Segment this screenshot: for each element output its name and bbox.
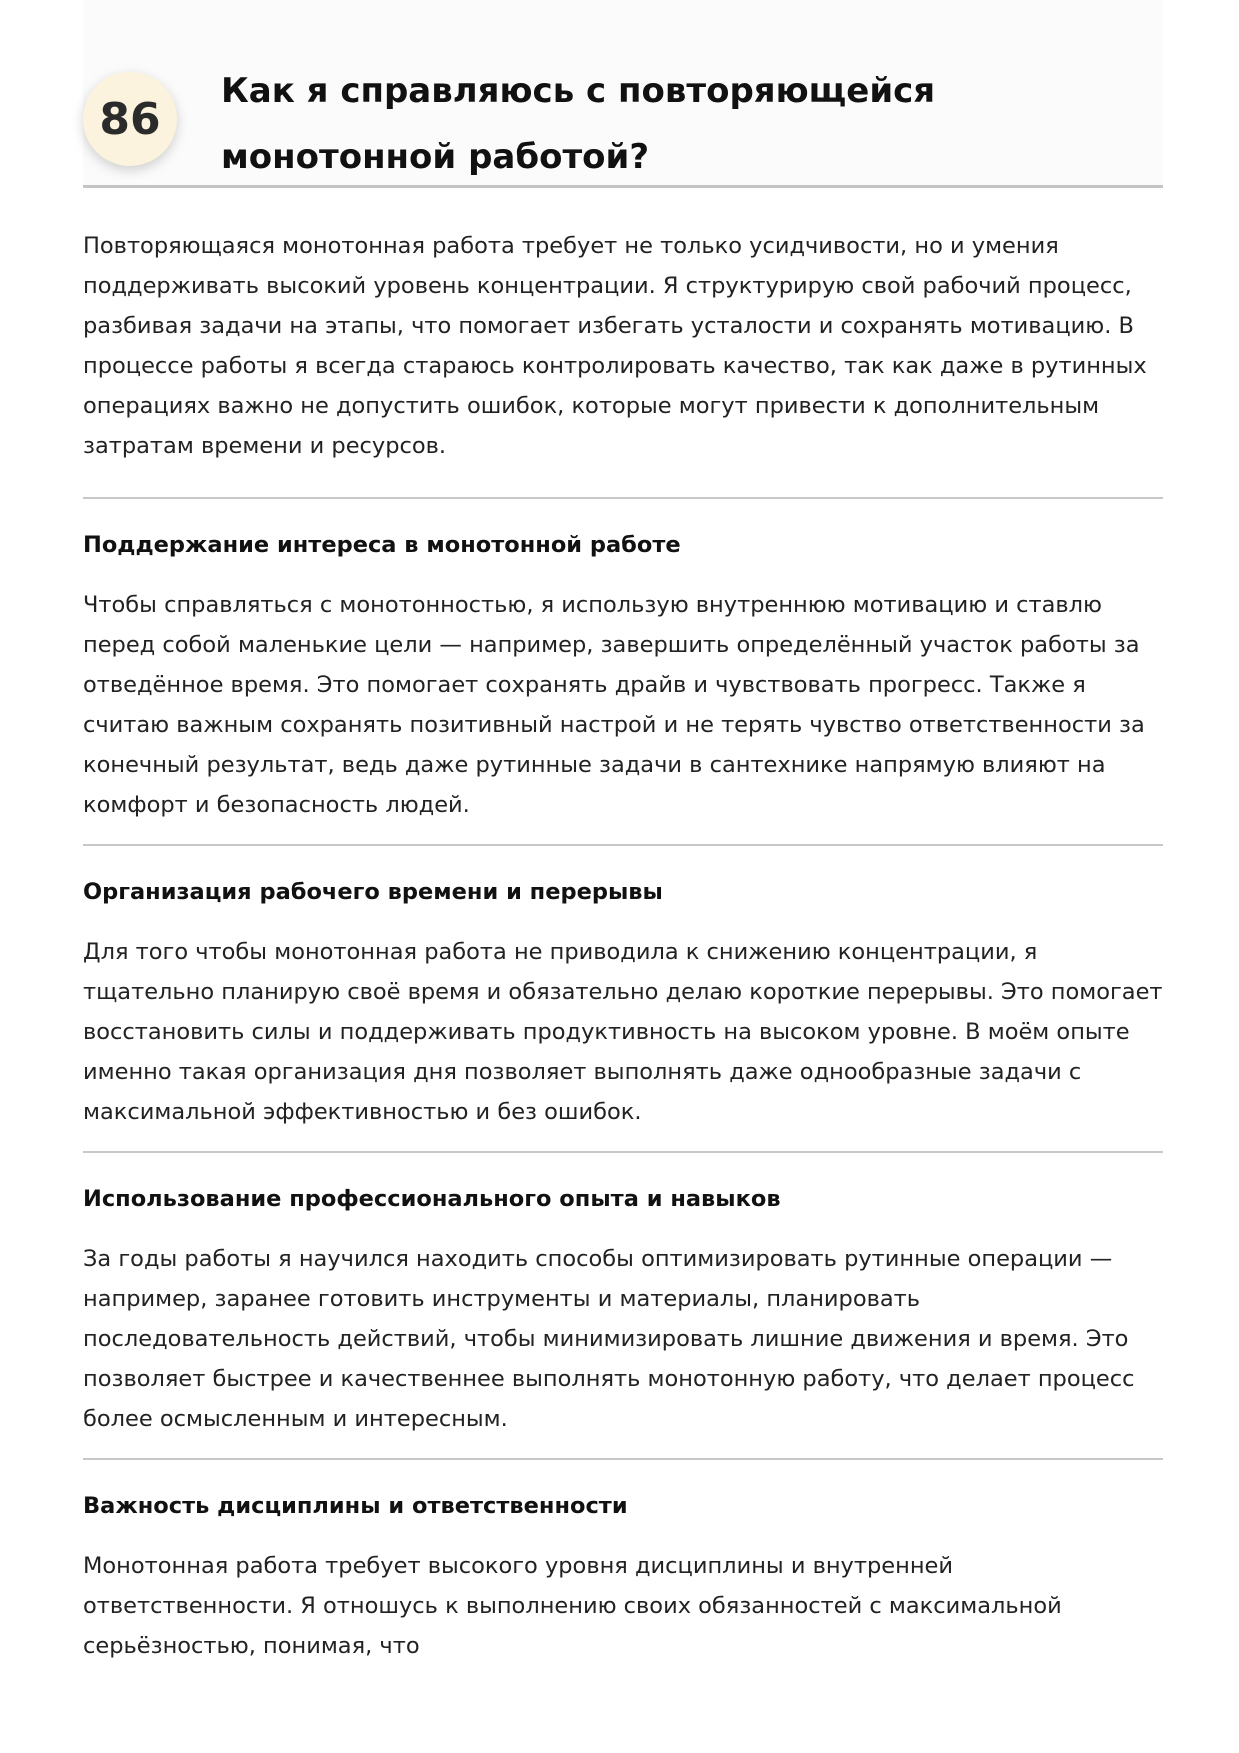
- section-body: Чтобы справляться с монотонностью, я использую внутреннюю мотивацию и ставлю перед собой маленькие цели — например, завершить определённый участок работы за отведённое время. Это помогает сохранять драйв и чувствовать прогресс. Также я считаю важным сохранять позитивный настрой и не терять чувство ответственности за конечный результат, ведь даже рутинные задачи в сантехнике напрямую влияют на комфорт и безопасность людей.: [83, 592, 1145, 818]
- section-experience: [83, 1153, 1163, 1439]
- section-body: Монотонная работа требует высокого уровня дисциплины и внутренней ответственности. Я отношусь к выполнению своих обязанностей с максимальной серьёзностью, понимая, что: [83, 1553, 1062, 1659]
- section-body: Для того чтобы монотонная работа не приводила к снижению концентрации, я тщательно планирую своё время и обязательно делаю короткие перерывы. Это помогает восстановить силы и поддерживать продуктивность на высоком уровне. В моём опыте именно такая организация дня позволяет выполнять даже однообразные задачи с максимальной эффективностью и без ошибок.: [83, 939, 1163, 1125]
- question-title: Как я справляюсь с повторяющейся монотонной работой?: [221, 71, 936, 177]
- section-time-organization: [83, 846, 1163, 1132]
- question-number-badge: 86: [83, 72, 177, 166]
- document-page: [83, 0, 1163, 1666]
- section-heading: Использование профессионального опыта и навыков: [83, 1186, 781, 1212]
- section-heading: Организация рабочего времени и перерывы: [83, 879, 663, 905]
- question-header: [83, 0, 1163, 188]
- section-heading: Поддержание интереса в монотонной работе: [83, 532, 681, 558]
- section-body: За годы работы я научился находить способы оптимизировать рутинные операции — например, заранее готовить инструменты и материалы, планировать последовательность действий, чтобы минимизировать лишние движения и время. Это позволяет быстрее и качественнее выполнять монотонную работу, что делает процесс более осмысленным и интересным.: [83, 1246, 1135, 1432]
- section-interest: [83, 499, 1163, 825]
- intro-paragraph: Повторяющаяся монотонная работа требует не только усидчивости, но и умения поддерживать высокий уровень концентрации. Я структурирую свой рабочий процесс, разбивая задачи на этапы, что помогает избегать усталости и сохранять мотивацию. В процессе работы я всегда стараюсь контролировать качество, так как даже в рутинных операциях важно не допустить ошибок, которые могут привести к дополнительным затратам времени и ресурсов.: [83, 233, 1147, 459]
- section-heading: Важность дисциплины и ответственности: [83, 1493, 628, 1519]
- section-discipline: [83, 1460, 1163, 1666]
